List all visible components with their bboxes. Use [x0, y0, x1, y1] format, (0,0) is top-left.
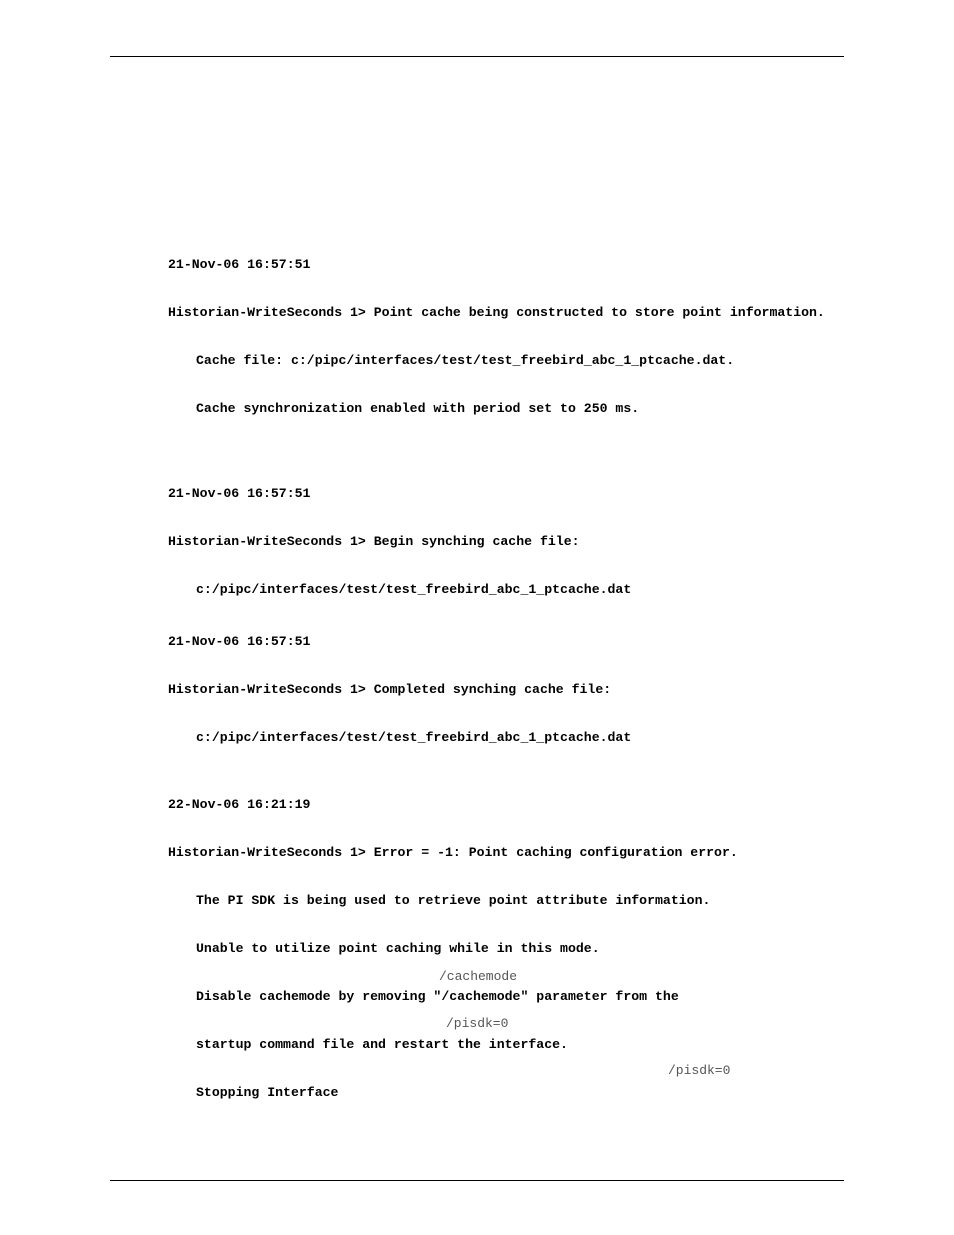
pisdk-param: /pisdk=0	[446, 1016, 509, 1031]
header-rule	[110, 56, 844, 57]
cachemode-param: /cachemode	[439, 969, 518, 984]
log-message: Historian-WriteSeconds 1> Completed synching cache file:	[168, 682, 612, 697]
pisdk-param: /pisdk=0	[668, 1063, 731, 1078]
footer-rule	[110, 1180, 844, 1181]
log-block-3	[168, 602, 631, 762]
log-timestamp: 21-Nov-06 16:57:51	[168, 486, 311, 501]
log-detail: c:/pipc/interfaces/test/test_freebird_abc_1_ptcache.dat	[196, 730, 632, 745]
log-detail: c:/pipc/interfaces/test/test_freebird_abc_1_ptcache.dat	[196, 582, 632, 597]
log-detail: startup command file and restart the interface.	[196, 1037, 568, 1052]
log-detail: Disable cachemode by removing "/cachemode" parameter from the	[196, 989, 679, 1004]
log-detail: Unable to utilize point caching while in this mode.	[196, 941, 600, 956]
log-message: Historian-WriteSeconds 1> Point cache being constructed to store point information.	[168, 305, 825, 320]
log-block-1	[168, 225, 825, 433]
log-detail: The PI SDK is being used to retrieve point attribute information.	[196, 893, 711, 908]
log-timestamp: 21-Nov-06 16:57:51	[168, 634, 311, 649]
log-block-4	[168, 765, 738, 1117]
log-message: Historian-WriteSeconds 1> Error = -1: Point caching configuration error.	[168, 845, 738, 860]
log-detail: Cache file: c:/pipc/interfaces/test/test_freebird_abc_1_ptcache.dat.	[196, 353, 735, 368]
log-timestamp: 22-Nov-06 16:21:19	[168, 797, 311, 812]
log-detail: Cache synchronization enabled with period set to 250 ms.	[196, 401, 640, 416]
log-detail: Stopping Interface	[196, 1085, 339, 1100]
log-timestamp: 21-Nov-06 16:57:51	[168, 257, 311, 272]
log-message: Historian-WriteSeconds 1> Begin synching cache file:	[168, 534, 580, 549]
log-block-2	[168, 454, 631, 614]
